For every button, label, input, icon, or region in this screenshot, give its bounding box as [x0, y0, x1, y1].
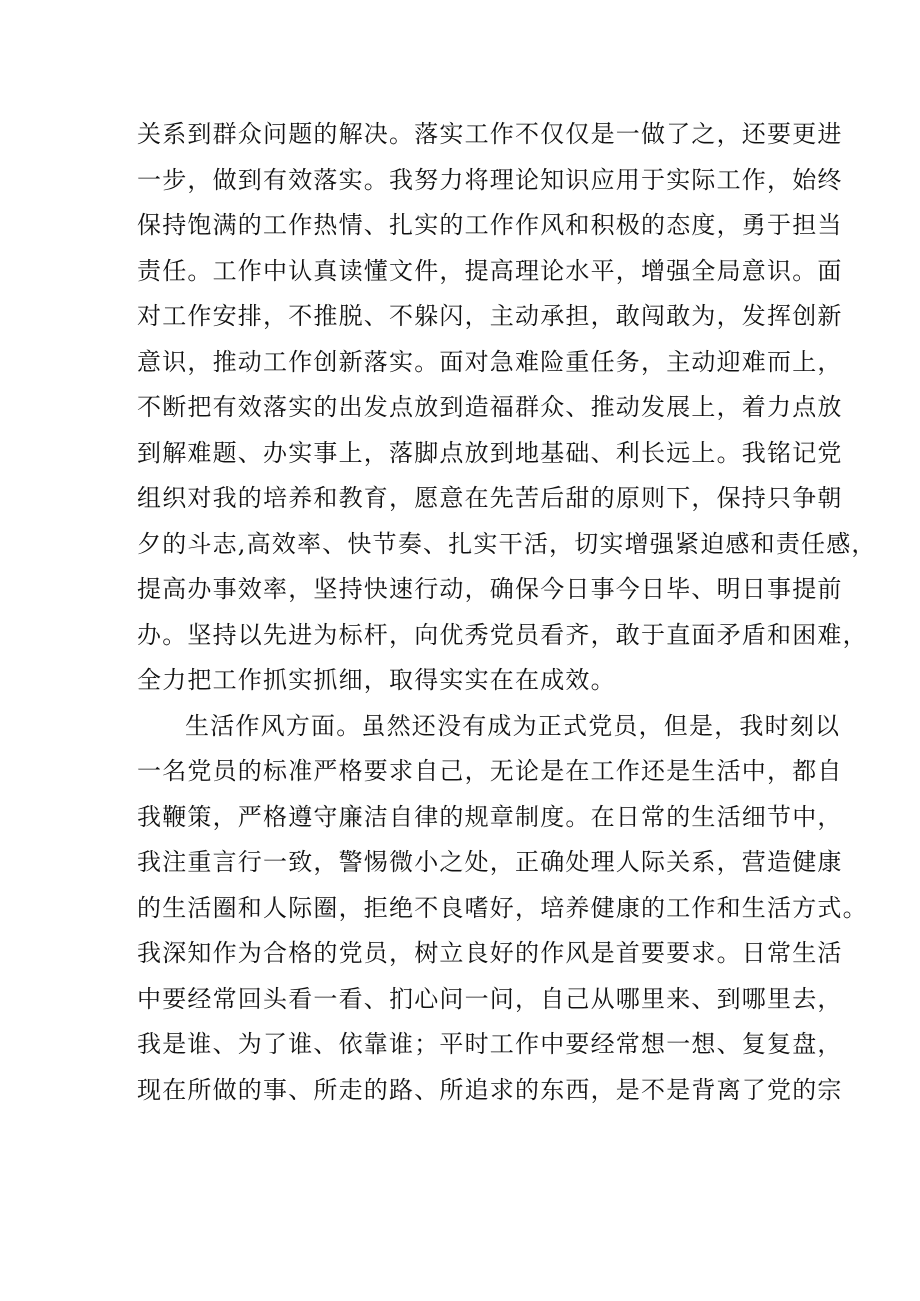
text-line: 我是谁、为了谁、依靠谁；平时工作中要经常想一想、复复盘，	[137, 1030, 843, 1058]
text-line: 保持饱满的工作热情、扎实的工作作风和积极的态度，勇于担当	[137, 211, 843, 239]
text-line: 我鞭策，严格遵守廉洁自律的规章制度。在日常的生活细节中，	[137, 802, 843, 831]
text-line: 生活作风方面。虽然还没有成为正式党员，但是，我时刻以	[185, 711, 841, 740]
text-line: 的生活圈和人际圈，拒绝不良嗜好，培养健康的工作和生活方式。	[137, 893, 868, 922]
text-line: 办。坚持以先进为标杆，向优秀党员看齐，敢于直面矛盾和困难，	[137, 620, 868, 649]
paragraph-life-style	[137, 704, 868, 1114]
text-line: 对工作安排，不推脱、不躲闪，主动承担，敢闯敢为，发挥创新	[137, 302, 843, 330]
text-line: 一步，做到有效落实。我努力将理论知识应用于实际工作，始终	[137, 165, 843, 194]
text-line: 责任。工作中认真读懂文件，提高理论水平，增强全局意识。面	[137, 256, 843, 285]
text-line: 到解难题、办实事上，落脚点放到地基础、利长远上。我铭记党	[137, 438, 843, 467]
paragraph-work-implementation	[137, 112, 877, 704]
text-line: 中要经常回头看一看、扪心问一问，自己从哪里来、到哪里去，	[137, 984, 843, 1013]
text-line: 现在所做的事、所走的路、所追求的东西，是不是背离了党的宗	[137, 1075, 843, 1104]
text-line: 我注重言行一致，警惕微小之处，正确处理人际关系，营造健康	[137, 848, 843, 876]
text-line: 我深知作为合格的党员，树立良好的作风是首要要求。日常生活	[137, 939, 843, 967]
document-body	[137, 112, 877, 1113]
text-line: 全力把工作抓实抓细，取得实实在在成效。	[137, 666, 616, 694]
text-line: 不断把有效落实的出发点放到造福群众、推动发展上，着力点放	[137, 393, 843, 421]
text-line: 组织对我的培养和教育，愿意在先苦后甜的原则下，保持只争朝	[137, 484, 843, 512]
text-line: 关系到群众问题的解决。落实工作不仅仅是一做了之，还要更进	[137, 120, 843, 148]
text-line: 提高办事效率，坚持快速行动，确保今日事今日毕、明日事提前	[137, 575, 843, 603]
text-line: 夕的斗志,高效率、快节奏、扎实干活，切实增强紧迫感和责任感，	[137, 529, 877, 558]
text-line: 意识，推动工作创新落实。面对急难险重任务，主动迎难而上，	[137, 347, 843, 376]
text-line: 一名党员的标准严格要求自己，无论是在工作还是生活中，都自	[137, 757, 843, 785]
